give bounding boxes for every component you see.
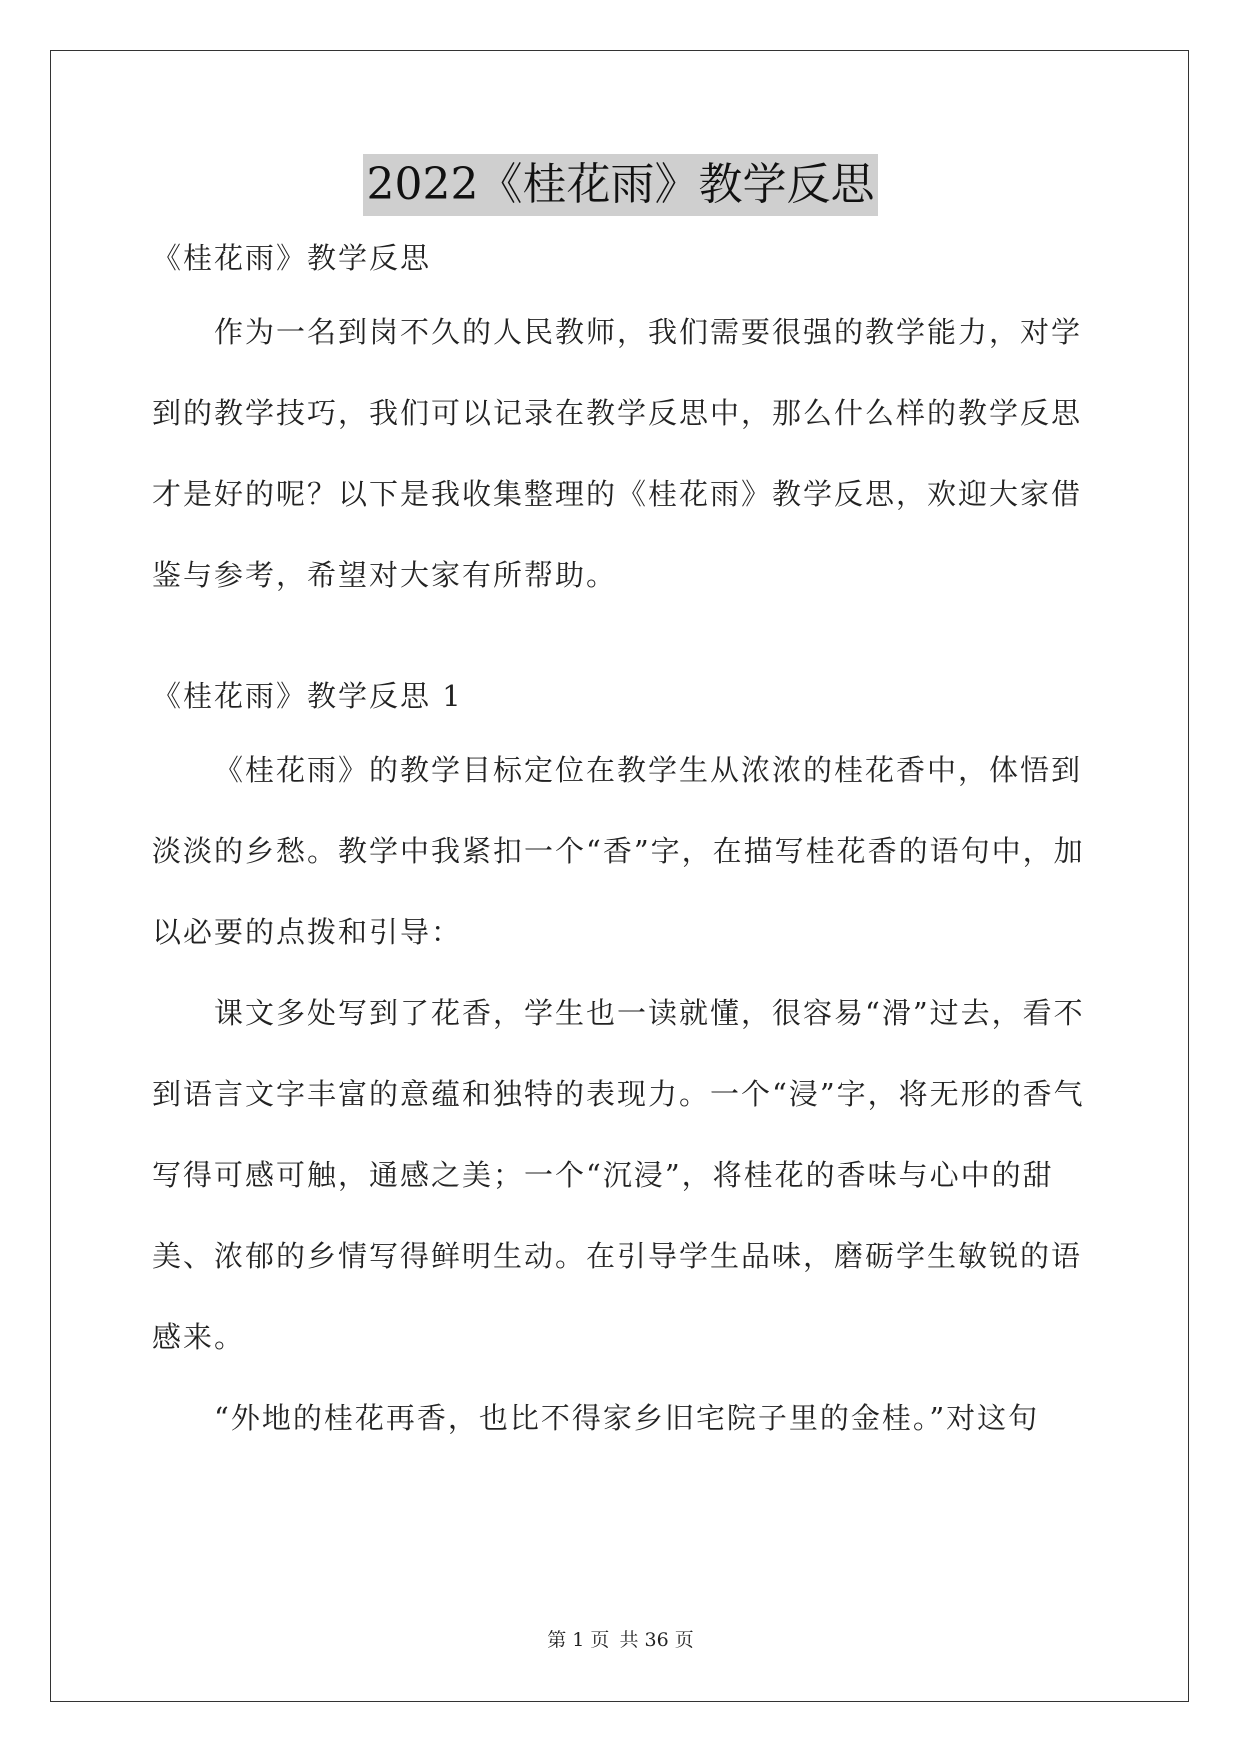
section-heading: 《桂花雨》教学反思 1	[152, 679, 463, 713]
page-footer	[0, 1625, 1241, 1652]
paragraph: “外地的桂花再香，也比不得家乡旧宅院子里的金桂。”对这句	[214, 1401, 1040, 1435]
total-pages: 共 36 页	[619, 1629, 694, 1651]
intro-paragraph: 作为一名到岗不久的人民教师，我们需要很强的教学能力，对学到的教学技巧，我们可以记录在教学反思中，那么什么样的教学反思才是好的呢？以下是我收集整理的《桂花雨》教学反思，欢迎大家借鉴与参考，希望对大家有所帮助。	[152, 315, 1083, 592]
paragraph: 课文多处写到了花香，学生也一读就懂，很容易“滑”过去，看不到语言文字丰富的意蕴和独特的表现力。一个“浸”字，将无形的香气写得可感可触，通感之美；一个“沉浸”，将桂花的香味与心中的甜美、浓郁的乡情写得鲜明生动。在引导学生品味，磨砺学生敏锐的语感来。	[152, 996, 1085, 1354]
paragraph: 《桂花雨》的教学目标定位在教学生从浓浓的桂花香中，体悟到淡淡的乡愁。教学中我紧扣一个“香”字，在描写桂花香的语句中，加以必要的点拨和引导：	[152, 753, 1085, 949]
subtitle: 《桂花雨》教学反思	[152, 241, 432, 275]
section-body	[152, 730, 1092, 1459]
title-container	[0, 154, 1241, 216]
page-number: 第 1 页	[547, 1629, 610, 1651]
intro-block	[152, 292, 1092, 616]
document-title: 2022《桂花雨》教学反思	[363, 154, 879, 216]
